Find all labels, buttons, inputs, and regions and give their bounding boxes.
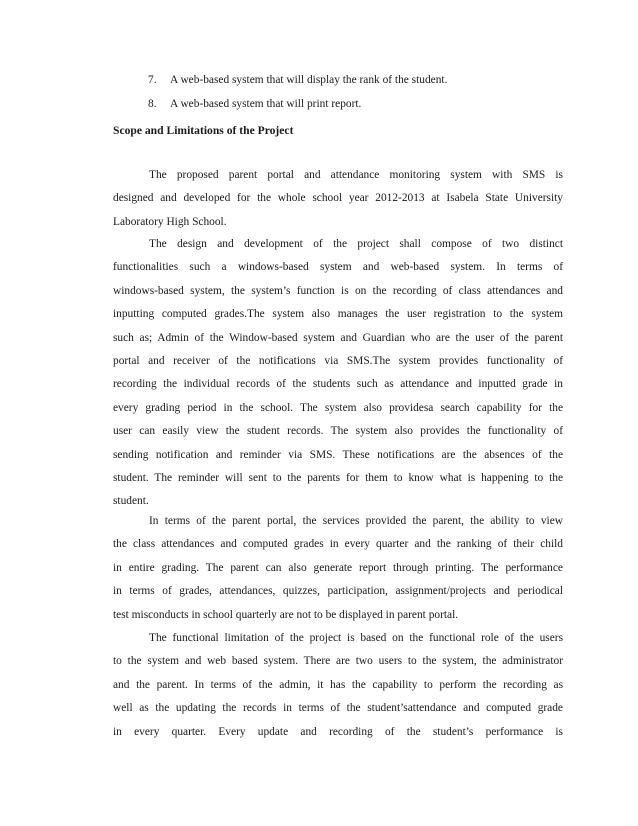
numbered-list — [148, 72, 588, 120]
paragraph-4 — [113, 627, 563, 744]
paragraph-2 — [113, 233, 563, 514]
text-line: functionalities such a windows-based system and web-based system. In terms of — [113, 261, 563, 274]
text-line: every grading period in the school. The system also providesa search capability for the — [113, 401, 563, 414]
text-line: user can easily view the student records. The system also provides the functionality of — [113, 425, 563, 438]
text-line: to the system and web based system. There are two users to the system, the administrator — [113, 655, 563, 668]
text-line: portal and receiver of the notifications via SMS.The system provides functionality of — [113, 355, 563, 368]
text-line: in terms of grades, attendances, quizzes, participation, assignment/projects and periodical — [113, 585, 563, 598]
text-line: The functional limitation of the project is based on the functional role of the users — [149, 632, 563, 644]
text-line: Laboratory High School. — [113, 215, 227, 228]
text-line: well as the updating the records in terms of the student’sattendance and computed grade — [113, 702, 563, 715]
text-line: The design and development of the project shall compose of two distinct — [149, 238, 563, 250]
text-line: such as; Admin of the Window-based system and Guardian who are the user of the parent — [113, 331, 563, 344]
text-line: in every quarter. Every update and recording of the student’s performance is — [113, 725, 563, 738]
text-line: In terms of the parent portal, the services provided the parent, the ability to view — [149, 515, 563, 527]
paragraph-3 — [113, 510, 563, 627]
text-line: designed and developed for the whole school year 2012-2013 at Isabela State University — [113, 192, 563, 205]
list-item-text: A web-based system that will display the rank of the student. — [170, 74, 448, 86]
list-item-text: A web-based system that will print report. — [170, 98, 362, 110]
text-line: student. — [113, 495, 149, 508]
list-item — [148, 72, 588, 96]
section-heading: Scope and Limitations of the Project — [113, 124, 294, 137]
list-item-number: 7. — [148, 74, 157, 86]
text-line: inputting computed grades.The system also manages the user registration to the system — [113, 308, 563, 321]
text-line: test misconducts in school quarterly are not to be displayed in parent portal. — [113, 608, 459, 621]
text-line: The proposed parent portal and attendance monitoring system with SMS is — [149, 169, 563, 181]
text-line: windows-based system, the system’s function is on the recording of class attendances and — [113, 284, 563, 297]
text-line: student. The reminder will sent to the parents for them to know what is happening to the — [113, 472, 563, 485]
text-line: and the parent. In terms of the admin, it has the capability to perform the recording as — [113, 678, 563, 691]
text-line: recording the individual records of the students such as attendance and inputted grade in — [113, 378, 563, 391]
list-item — [148, 96, 588, 120]
text-line: in entire grading. The parent can also generate report through printing. The performance — [113, 561, 563, 574]
list-item-number: 8. — [148, 98, 157, 110]
paragraph-1 — [113, 164, 563, 234]
text-line: sending notification and reminder via SMS. These notifications are the absences of the — [113, 448, 563, 461]
text-line: the class attendances and computed grades in every quarter and the ranking of their child — [113, 538, 563, 551]
